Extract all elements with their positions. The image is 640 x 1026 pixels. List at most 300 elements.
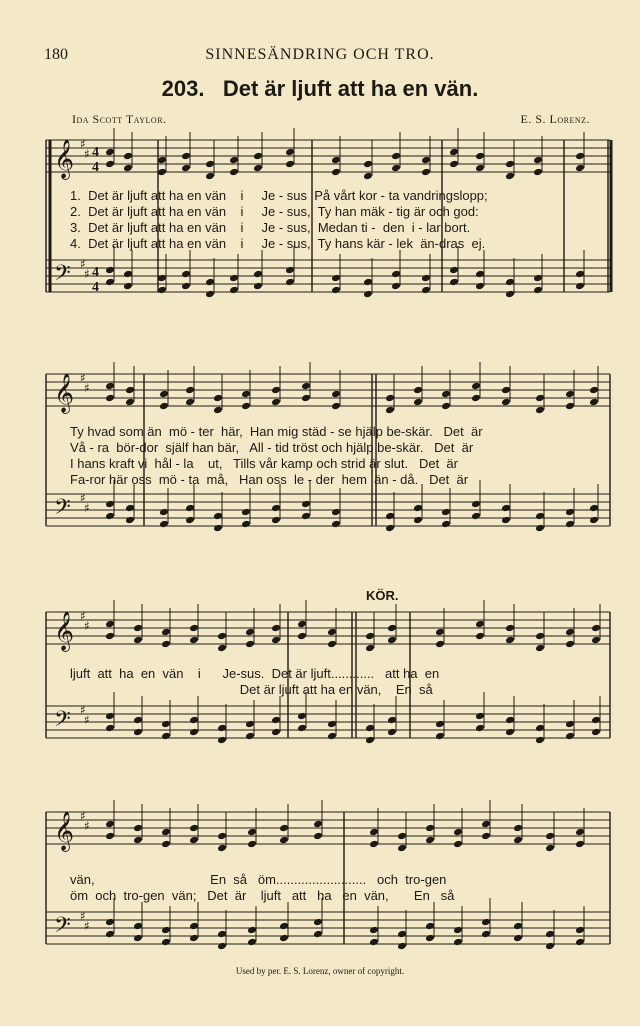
- note-head: [591, 728, 601, 737]
- note-head: [505, 636, 515, 645]
- note-head: [365, 724, 375, 733]
- note-head: [589, 516, 599, 525]
- note-head: [123, 152, 133, 161]
- note-head: [369, 926, 379, 935]
- treble-clef-icon: 𝄞: [54, 811, 75, 851]
- composer: E. S. Lorenz.: [520, 112, 590, 126]
- note-head: [425, 836, 435, 845]
- note-head: [535, 736, 545, 745]
- note-head: [189, 624, 199, 633]
- note-head: [363, 160, 373, 169]
- note-head: [391, 270, 401, 279]
- note-head: [217, 736, 227, 745]
- note-head: [253, 282, 263, 291]
- note-head: [247, 938, 257, 947]
- note-head: [589, 398, 599, 407]
- note-head: [533, 168, 543, 177]
- note-head: [161, 926, 171, 935]
- note-head: [387, 624, 397, 633]
- note-head: [501, 398, 511, 407]
- note-head: [441, 402, 451, 411]
- note-head: [471, 382, 481, 391]
- note-head: [513, 824, 523, 833]
- sharp-icon: ♯: [80, 257, 86, 271]
- verse-2-line-2: Vå - ra bör-dor själf han bär, All - tid tröst och hjälp be-skär. Det är: [70, 440, 474, 455]
- note-head: [369, 938, 379, 947]
- note-head: [241, 390, 251, 399]
- note-head: [105, 500, 115, 509]
- note-head: [279, 922, 289, 931]
- chorus-line-1: ljuft att ha en vän i Je-sus. Det är ljuft............ att ha en: [70, 666, 440, 681]
- note-head: [185, 386, 195, 395]
- note-head: [365, 644, 375, 653]
- note-head: [271, 716, 281, 725]
- verse-4-line-2: Fa-ror här oss mö - ta må, Han oss le - der hem än - då. Det är: [70, 472, 469, 487]
- note-head: [133, 716, 143, 725]
- note-head: [421, 168, 431, 177]
- note-head: [535, 724, 545, 733]
- note-head: [205, 172, 215, 181]
- note-head: [481, 918, 491, 927]
- verse-1-line-1: 1. Det är ljuft att ha en vän i Je - sus På vårt kor - ta vandringslopp;: [70, 188, 488, 203]
- note-head: [397, 844, 407, 853]
- note-head: [241, 508, 251, 517]
- note-head: [161, 938, 171, 947]
- note-head: [363, 172, 373, 181]
- chorus-line-2: vän, En så öm......................... och tro-gen: [70, 872, 447, 887]
- note-head: [105, 382, 115, 391]
- note-head: [387, 716, 397, 725]
- note-head: [105, 820, 115, 829]
- note-head: [441, 520, 451, 529]
- note-head: [217, 632, 227, 641]
- chorus-line-1-alto: Det är ljuft att ha en vän, En så: [70, 682, 433, 697]
- note-head: [213, 512, 223, 521]
- note-head: [513, 934, 523, 943]
- note-head: [229, 156, 239, 165]
- note-head: [229, 274, 239, 283]
- note-head: [271, 624, 281, 633]
- note-head: [229, 286, 239, 295]
- note-head: [471, 394, 481, 403]
- note-head: [505, 290, 515, 299]
- sharp-icon: ♯: [80, 703, 86, 717]
- note-head: [279, 836, 289, 845]
- note-head: [545, 844, 555, 853]
- hymn-number: 203.: [161, 76, 205, 101]
- note-head: [245, 732, 255, 741]
- note-head: [565, 720, 575, 729]
- sharp-icon: ♯: [80, 909, 86, 923]
- note-head: [205, 290, 215, 299]
- note-head: [575, 270, 585, 279]
- note-head: [533, 286, 543, 295]
- note-head: [501, 516, 511, 525]
- note-head: [331, 156, 341, 165]
- note-head: [285, 266, 295, 275]
- note-head: [481, 832, 491, 841]
- note-head: [413, 386, 423, 395]
- note-head: [425, 922, 435, 931]
- note-head: [397, 930, 407, 939]
- copyright-notice: Used by per. E. S. Lorenz, owner of copyright.: [235, 966, 405, 976]
- note-head: [213, 394, 223, 403]
- note-head: [331, 520, 341, 529]
- treble-clef-icon: 𝄞: [54, 139, 75, 179]
- note-head: [565, 520, 575, 529]
- note-head: [413, 504, 423, 513]
- note-head: [363, 290, 373, 299]
- note-head: [589, 504, 599, 513]
- note-head: [271, 636, 281, 645]
- note-head: [565, 508, 575, 517]
- note-head: [217, 832, 227, 841]
- note-head: [387, 728, 397, 737]
- note-head: [133, 728, 143, 737]
- treble-staff: [46, 612, 610, 644]
- sharp-icon: ♯: [80, 137, 86, 151]
- note-head: [301, 394, 311, 403]
- note-head: [247, 926, 257, 935]
- note-head: [365, 736, 375, 745]
- note-head: [475, 282, 485, 291]
- note-head: [285, 160, 295, 169]
- note-head: [181, 282, 191, 291]
- note-head: [185, 504, 195, 513]
- treble-staff: [46, 812, 610, 844]
- bass-notes: [105, 692, 601, 744]
- note-head: [105, 512, 115, 521]
- note-head: [575, 152, 585, 161]
- note-head: [481, 820, 491, 829]
- note-head: [535, 632, 545, 641]
- note-head: [425, 824, 435, 833]
- note-head: [279, 934, 289, 943]
- note-head: [449, 160, 459, 169]
- note-head: [435, 628, 445, 637]
- note-head: [545, 832, 555, 841]
- note-head: [161, 628, 171, 637]
- note-head: [565, 628, 575, 637]
- note-head: [475, 724, 485, 733]
- note-head: [125, 398, 135, 407]
- note-head: [313, 930, 323, 939]
- note-head: [589, 386, 599, 395]
- verse-3-line-1: 3. Det är ljuft att ha en vän i Je - sus, Medan ti - den i - lar bort.: [70, 220, 471, 235]
- note-head: [327, 628, 337, 637]
- note-head: [253, 152, 263, 161]
- bass-staff: [46, 912, 610, 944]
- note-head: [185, 398, 195, 407]
- note-head: [313, 820, 323, 829]
- note-head: [533, 156, 543, 165]
- bass-notes: [105, 480, 599, 532]
- note-head: [181, 164, 191, 173]
- note-head: [105, 632, 115, 641]
- time-signature-top: 4: [92, 265, 99, 280]
- note-head: [441, 390, 451, 399]
- note-head: [133, 636, 143, 645]
- note-head: [217, 724, 227, 733]
- sharp-icon: ♯: [84, 713, 90, 727]
- note-head: [105, 394, 115, 403]
- note-head: [125, 386, 135, 395]
- note-head: [279, 824, 289, 833]
- note-head: [545, 942, 555, 951]
- note-head: [481, 930, 491, 939]
- note-head: [545, 930, 555, 939]
- note-head: [331, 168, 341, 177]
- note-head: [189, 728, 199, 737]
- note-head: [435, 720, 445, 729]
- note-head: [253, 270, 263, 279]
- note-head: [421, 274, 431, 283]
- note-head: [453, 840, 463, 849]
- note-head: [513, 836, 523, 845]
- note-head: [501, 386, 511, 395]
- bass-notes: [105, 898, 585, 950]
- note-head: [123, 282, 133, 291]
- note-head: [453, 828, 463, 837]
- note-head: [159, 508, 169, 517]
- note-head: [161, 732, 171, 741]
- note-head: [391, 152, 401, 161]
- verse-3-line-2: I hans kraft vi hål - la ut, Tills vår kamp och strid är slut. Det är: [70, 456, 458, 471]
- note-head: [217, 942, 227, 951]
- sharp-icon: ♯: [84, 381, 90, 395]
- note-head: [189, 636, 199, 645]
- note-head: [185, 516, 195, 525]
- note-head: [189, 824, 199, 833]
- note-head: [331, 402, 341, 411]
- note-head: [133, 824, 143, 833]
- note-head: [105, 930, 115, 939]
- note-head: [575, 926, 585, 935]
- note-head: [159, 402, 169, 411]
- note-head: [575, 840, 585, 849]
- bass-clef-icon: 𝄢: [54, 913, 71, 943]
- note-head: [505, 728, 515, 737]
- note-head: [229, 168, 239, 177]
- verse-4-line-1: 4. Det är ljuft att ha en vän i Je - sus, Ty hans kär - lek än-dras ej.: [70, 236, 486, 251]
- note-head: [313, 832, 323, 841]
- sharp-icon: ♯: [84, 147, 90, 161]
- hymn-title: [0, 76, 640, 102]
- note-head: [475, 620, 485, 629]
- note-head: [271, 386, 281, 395]
- note-head: [441, 508, 451, 517]
- note-head: [591, 624, 601, 633]
- note-head: [247, 840, 257, 849]
- note-head: [125, 504, 135, 513]
- note-head: [385, 394, 395, 403]
- note-head: [535, 512, 545, 521]
- note-head: [189, 716, 199, 725]
- note-head: [241, 402, 251, 411]
- note-head: [385, 524, 395, 533]
- note-head: [535, 644, 545, 653]
- note-head: [133, 836, 143, 845]
- bass-clef-icon: 𝄢: [54, 707, 71, 737]
- note-head: [327, 640, 337, 649]
- note-head: [413, 398, 423, 407]
- note-head: [425, 934, 435, 943]
- sharp-icon: ♯: [84, 819, 90, 833]
- sharp-icon: ♯: [84, 619, 90, 633]
- note-head: [385, 406, 395, 415]
- note-head: [385, 512, 395, 521]
- note-head: [505, 160, 515, 169]
- note-head: [123, 270, 133, 279]
- note-head: [189, 836, 199, 845]
- treble-clef-icon: 𝄞: [54, 373, 75, 413]
- time-signature-bottom: 4: [92, 160, 99, 175]
- note-head: [285, 148, 295, 157]
- note-head: [125, 516, 135, 525]
- note-head: [105, 278, 115, 287]
- note-head: [363, 278, 373, 287]
- note-head: [105, 724, 115, 733]
- note-head: [535, 394, 545, 403]
- note-head: [397, 832, 407, 841]
- note-head: [475, 164, 485, 173]
- note-head: [565, 402, 575, 411]
- note-head: [105, 148, 115, 157]
- note-head: [331, 274, 341, 283]
- note-head: [271, 728, 281, 737]
- chorus-label: KÖR.: [366, 588, 399, 603]
- time-signature-top: 4: [92, 145, 99, 160]
- note-head: [475, 632, 485, 641]
- note-head: [501, 504, 511, 513]
- page-number: 180: [44, 46, 68, 63]
- note-head: [181, 270, 191, 279]
- note-head: [253, 164, 263, 173]
- note-head: [435, 640, 445, 649]
- note-head: [245, 720, 255, 729]
- note-head: [301, 512, 311, 521]
- note-head: [297, 724, 307, 733]
- note-head: [369, 828, 379, 837]
- note-head: [505, 624, 515, 633]
- note-head: [505, 172, 515, 181]
- note-head: [297, 712, 307, 721]
- note-head: [271, 516, 281, 525]
- note-head: [301, 382, 311, 391]
- note-head: [161, 720, 171, 729]
- note-head: [245, 640, 255, 649]
- note-head: [535, 524, 545, 533]
- note-head: [301, 500, 311, 509]
- note-head: [327, 720, 337, 729]
- note-head: [449, 148, 459, 157]
- verse-2-line-1: 2. Det är ljuft att ha en vän i Je - sus, Ty han mäk - tig är och god:: [70, 204, 479, 219]
- note-head: [205, 160, 215, 169]
- note-head: [161, 640, 171, 649]
- note-head: [513, 922, 523, 931]
- bass-staff: [46, 706, 610, 738]
- sharp-icon: ♯: [80, 371, 86, 385]
- verse-1-line-2: Ty hvad som än mö - ter här, Han mig städ - se hjälp be-skär. Det är: [70, 424, 483, 439]
- note-head: [313, 918, 323, 927]
- note-head: [413, 516, 423, 525]
- sharp-icon: ♯: [80, 809, 86, 823]
- note-head: [217, 644, 227, 653]
- note-head: [105, 918, 115, 927]
- note-head: [365, 632, 375, 641]
- note-head: [475, 152, 485, 161]
- note-head: [575, 164, 585, 173]
- note-head: [133, 934, 143, 943]
- bass-clef-icon: 𝄢: [54, 261, 71, 291]
- time-signature-bottom: 4: [92, 280, 99, 295]
- sharp-icon: ♯: [84, 919, 90, 933]
- note-head: [123, 164, 133, 173]
- note-head: [575, 828, 585, 837]
- note-head: [241, 520, 251, 529]
- bass-notes: [105, 246, 585, 298]
- note-head: [213, 406, 223, 415]
- note-head: [159, 520, 169, 529]
- note-head: [327, 732, 337, 741]
- note-head: [217, 844, 227, 853]
- note-head: [453, 926, 463, 935]
- note-head: [189, 922, 199, 931]
- running-head: SINNESÄNDRING OCH TRO.: [205, 46, 435, 63]
- note-head: [285, 278, 295, 287]
- note-head: [271, 398, 281, 407]
- sharp-icon: ♯: [80, 609, 86, 623]
- note-head: [449, 278, 459, 287]
- note-head: [421, 156, 431, 165]
- note-head: [331, 286, 341, 295]
- note-head: [297, 620, 307, 629]
- note-head: [181, 152, 191, 161]
- note-head: [535, 406, 545, 415]
- treble-clef-icon: 𝄞: [54, 611, 75, 651]
- note-head: [369, 840, 379, 849]
- note-head: [421, 286, 431, 295]
- note-head: [575, 938, 585, 947]
- note-head: [565, 640, 575, 649]
- lyricist: Ida Scott Taylor.: [72, 112, 167, 126]
- note-head: [565, 732, 575, 741]
- chorus-line-2-alto: öm och tro-gen vän; Det är ljuft att ha en vän, En så: [70, 888, 455, 903]
- note-head: [387, 636, 397, 645]
- note-head: [133, 624, 143, 633]
- note-head: [271, 504, 281, 513]
- note-head: [213, 524, 223, 533]
- note-head: [159, 390, 169, 399]
- sharp-icon: ♯: [84, 501, 90, 515]
- note-head: [105, 160, 115, 169]
- hymn-title-text: Det är ljuft att ha en vän.: [222, 76, 479, 101]
- bass-clef-icon: 𝄢: [54, 495, 71, 525]
- note-head: [435, 732, 445, 741]
- note-head: [533, 274, 543, 283]
- note-head: [297, 632, 307, 641]
- note-head: [397, 942, 407, 951]
- note-head: [331, 508, 341, 517]
- note-head: [565, 390, 575, 399]
- sharp-icon: ♯: [84, 267, 90, 281]
- note-head: [391, 282, 401, 291]
- note-head: [245, 628, 255, 637]
- note-head: [475, 712, 485, 721]
- note-head: [205, 278, 215, 287]
- note-head: [105, 832, 115, 841]
- note-head: [575, 282, 585, 291]
